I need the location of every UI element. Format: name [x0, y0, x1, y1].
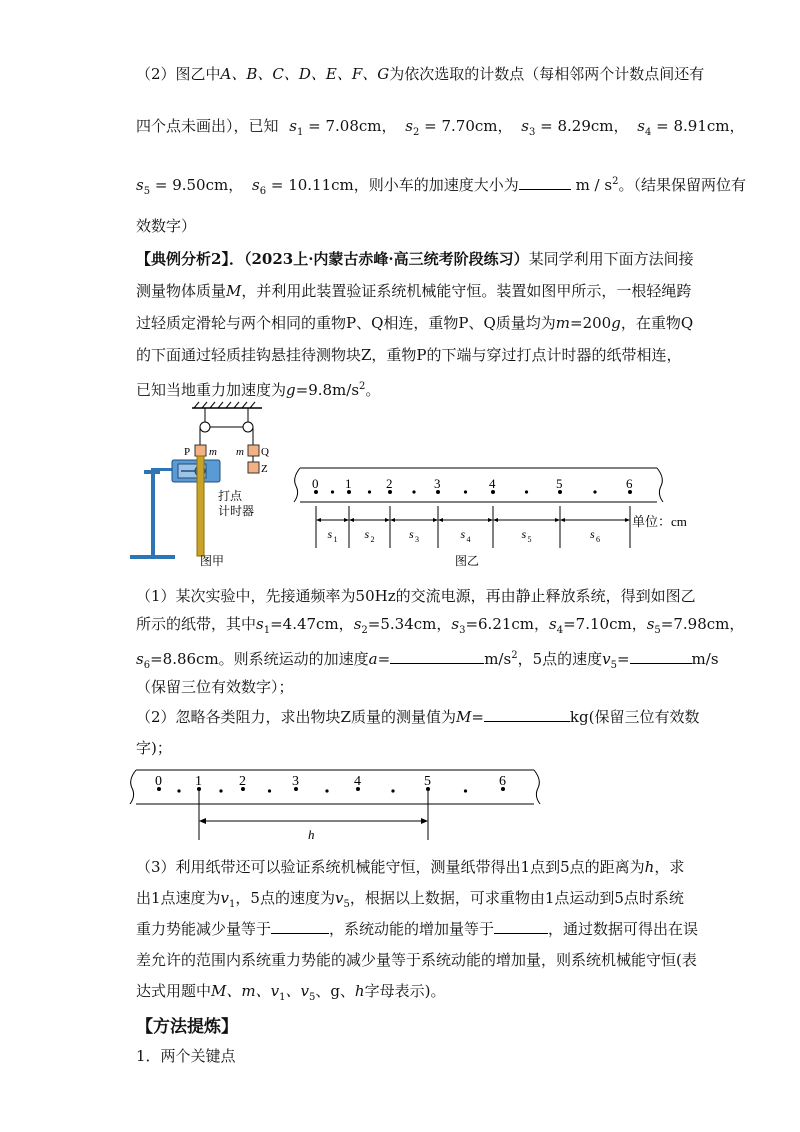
section-heading: 【方法提炼】	[136, 1017, 238, 1037]
tape-figure-h	[126, 766, 546, 846]
svg-text:图甲: 图甲	[200, 554, 225, 568]
text-line: 出1点速度为$v_1$，5点的速度为$v_5$，根据以上数据，可求重物由1点运动到5点时系统	[136, 889, 684, 910]
tape-number: 3	[434, 476, 441, 491]
segment-label: s	[327, 527, 333, 541]
tape-dot	[368, 490, 371, 493]
tape-dot	[464, 789, 467, 792]
text-line: 四个点未画出），已知 $s_1 = 7.08cm$， $s_2 = 7.70cm$， $s_3 = 8.29cm$， $s_4 = 8.91cm$，	[136, 117, 745, 138]
pulley-left	[200, 422, 210, 432]
answer-blank-mass[interactable]	[484, 707, 570, 722]
iron-stand	[130, 468, 176, 559]
tape-b	[294, 468, 687, 568]
dimension-arrow	[488, 518, 493, 522]
ceiling	[192, 402, 262, 408]
dimension-arrow	[625, 518, 630, 522]
example-source: ．（2023上·内蒙古赤峰·高三统考阶段练习）	[228, 250, 529, 268]
dimension-arrow	[493, 518, 498, 522]
tape-dot	[464, 490, 467, 493]
svg-text:图乙: 图乙	[455, 554, 480, 568]
dimension-arrow	[390, 518, 395, 522]
tape-number: 0	[155, 774, 162, 789]
experiment-figure	[120, 398, 700, 570]
example-tag: 【典例分析2】	[136, 250, 229, 268]
block-z	[248, 462, 259, 473]
tape-number: 2	[386, 476, 393, 491]
tape-number: 3	[292, 774, 299, 789]
text-line: 【典例分析2】．（2023上·内蒙古赤峰·高三统考阶段练习）某同学利用下面方法间接	[136, 250, 694, 268]
weight-q	[248, 445, 259, 456]
answer-blank[interactable]	[519, 175, 571, 190]
svg-text:h: h	[308, 827, 315, 842]
tape-dot	[412, 490, 415, 493]
dimension-arrow	[560, 518, 565, 522]
svg-text:m: m	[236, 446, 244, 458]
tape-number: 6	[499, 774, 506, 789]
segment-subscript: 3	[415, 535, 419, 544]
segment-subscript: 5	[527, 535, 532, 544]
text-line: 重力势能减少量等于 ，系统动能的增加量等于 ，通过数据可得出在误	[136, 920, 699, 938]
answer-blank-kinetic[interactable]	[494, 919, 548, 934]
dimension-arrow	[385, 518, 390, 522]
dimension-arrow	[316, 518, 321, 522]
tape-number: 2	[239, 774, 246, 789]
tape-dot	[391, 789, 394, 792]
svg-text:P: P	[184, 446, 191, 458]
text-line: 效数字）	[136, 217, 197, 235]
text-line: 字)；	[136, 739, 172, 757]
tape-b-dots	[314, 490, 632, 494]
tape-number: 4	[489, 476, 496, 491]
segment-subscript: 1	[333, 535, 338, 544]
text-line: 所示的纸带，其中$s_1=4.47cm$，$s_2=5.34cm$，$s_3=6.21cm$，$s_4=7.10cm$，$s_5=7.98cm$，	[136, 615, 745, 636]
answer-blank-potential[interactable]	[271, 919, 329, 934]
segment-label: s	[409, 527, 414, 541]
dimension-arrow	[555, 518, 560, 522]
weight-p	[195, 445, 206, 456]
text-line: （2）图乙中A、B、C、D、E、F、G为依次选取的计数点（每相邻两个计数点间还有	[136, 65, 705, 83]
segment-label: s	[460, 527, 466, 541]
dimension-arrow	[349, 518, 354, 522]
svg-text:计时器: 计时器	[218, 504, 255, 518]
tape-number: 1	[345, 476, 352, 491]
tape-b-numbers	[312, 476, 633, 491]
tape2-dots	[157, 787, 505, 793]
segment-subscript: 2	[370, 535, 375, 544]
dimension-arrow	[344, 518, 349, 522]
text-line: $s_5 = 9.50cm$， $s_6 = 10.11cm$，则小车的加速度大小为 m / $s^2$。（结果保留两位有	[136, 176, 746, 197]
tape-b-dimensions	[316, 506, 630, 548]
tape-number: 6	[626, 476, 633, 491]
tape-dot	[325, 789, 328, 792]
paper-tape-vertical	[197, 456, 204, 556]
segment-subscript: 4	[466, 535, 471, 544]
dimension-arrow	[438, 518, 443, 522]
tape-dot	[593, 490, 596, 493]
tape-dot	[331, 490, 334, 493]
tape-dot	[525, 490, 528, 493]
dimension-arrow	[433, 518, 438, 522]
answer-blank-velocity[interactable]	[630, 649, 692, 664]
text-line: 的下面通过轻质挂钩悬挂待测物块Z，重物P的下端与穿过打点计时器的纸带相连，	[136, 346, 682, 364]
svg-text:m: m	[209, 446, 217, 458]
segment-label: s	[364, 527, 370, 541]
text-line: 测量物体质量M，并利用此装置验证系统机械能守恒。装置如图甲所示，一根轻绳跨	[136, 282, 692, 300]
pulley-right	[243, 422, 253, 432]
text-line: （保留三位有效数字）；	[136, 678, 294, 696]
tape-dot	[177, 789, 180, 792]
text-line: （3）利用纸带还可以验证系统机械能守恒，测量纸带得出1点到5点的距离为h，求	[136, 858, 685, 876]
text-line: 差允许的范围内系统重力势能的减少量等于系统动能的增加量，则系统机械能守恒(表	[136, 951, 697, 969]
text-line: （1）某次实验中，先接通频率为50Hz的交流电源，再由静止释放系统，得到如图乙	[136, 587, 696, 605]
svg-text:Q: Q	[261, 446, 269, 458]
segment-label: s	[521, 527, 527, 541]
tape-number: 1	[195, 774, 202, 789]
svg-text:单位：cm: 单位：cm	[632, 514, 687, 529]
tape-number: 0	[312, 476, 319, 491]
segment-label: s	[590, 527, 595, 541]
list-item: 1．两个关键点	[136, 1047, 236, 1065]
tape-number: 5	[556, 476, 563, 491]
tape-number: 5	[424, 774, 431, 789]
tape-dot	[219, 789, 222, 792]
tape-dot	[268, 789, 271, 792]
text-line: 过轻质定滑轮与两个相同的重物P、Q相连，重物P、Q质量均为m=200g，在重物Q	[136, 314, 694, 332]
text-line: 达式用题中M、m、$v_1$、$v_5$、g、h字母表示)。	[136, 982, 446, 1003]
segment-subscript: 6	[596, 535, 600, 544]
svg-text:Z: Z	[261, 463, 268, 475]
timer-device	[172, 460, 220, 482]
tape-number: 4	[354, 774, 361, 789]
text-line: （2）忽略各类阻力，求出物块Z质量的测量值为M= kg(保留三位有效数	[136, 708, 700, 726]
svg-text:打点: 打点	[218, 489, 243, 503]
answer-blank-acceleration[interactable]	[390, 649, 484, 664]
text-line: $s_6=8.86cm$。则系统运动的加速度$a= m/s^2$，5点的速度$v_5= m/s$	[136, 650, 719, 671]
text-line: 已知当地重力加速度为$g=9.8m/s^2$。	[136, 381, 381, 399]
tape2-numbers	[155, 774, 506, 789]
